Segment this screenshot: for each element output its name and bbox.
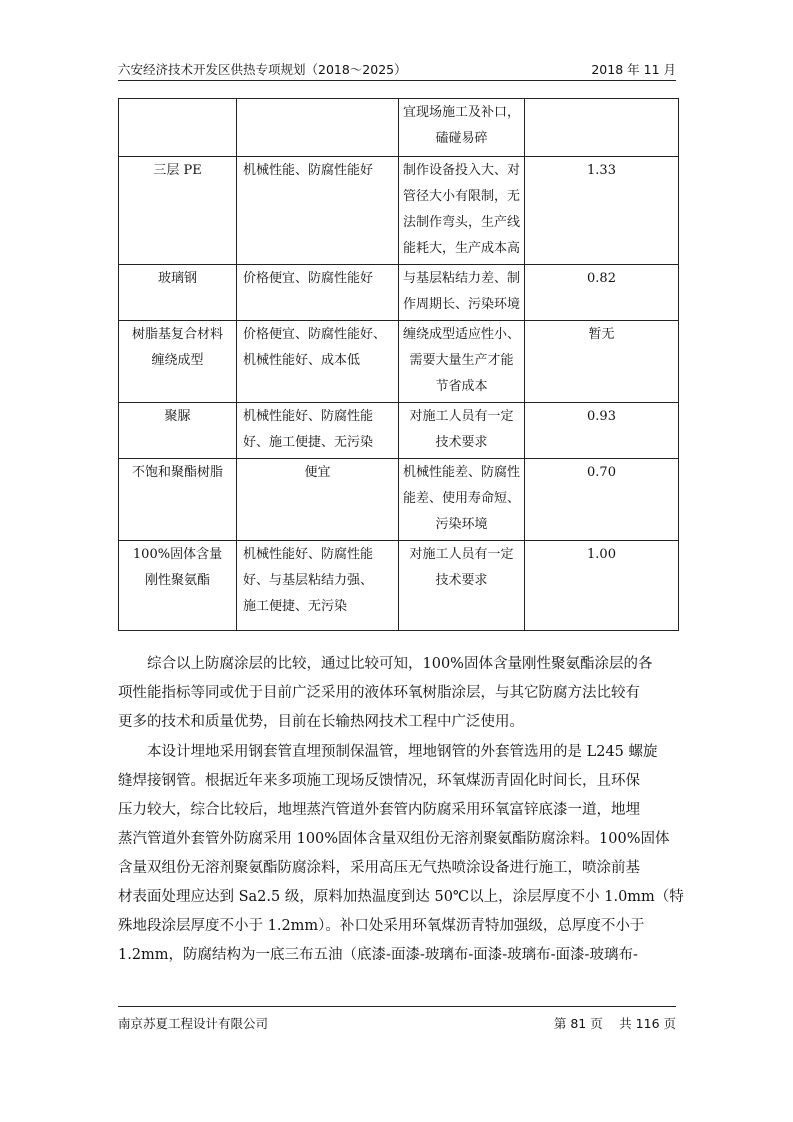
cell-text: 刚性聚氨酯: [144, 573, 210, 588]
cell-text: 好、施工便捷、无污染: [243, 435, 374, 450]
cost-ratio-value: 1.33: [587, 163, 616, 178]
cell-text: 价格便宜、防腐性能好: [243, 271, 374, 286]
header-rule: [118, 80, 676, 81]
cost-ratio-cell: [525, 157, 679, 265]
coating-name-cell: [119, 403, 237, 459]
disadvantages-cell: [399, 99, 525, 157]
cell-text: 缠绕成型适应性小、: [402, 327, 520, 342]
cell-text: 能耗大，生产成本高: [402, 241, 520, 256]
cell-text: 玻璃钢: [157, 271, 197, 286]
text-line: 本设计埋地采用钢套管直埋预制保温管，埋地钢管的外套管选用的是 L245 螺旋: [118, 744, 658, 760]
cell-text: 好、与基层粘结力强、: [243, 573, 374, 588]
cell-text: 宜现场施工及补口，: [402, 105, 520, 120]
table-row: [119, 541, 679, 631]
cell-text: 技术要求: [435, 435, 488, 450]
advantages-cell: [237, 403, 399, 459]
table-row: [119, 99, 679, 157]
document-date: 2018 年 11 月: [591, 62, 676, 77]
disadvantages-cell: [399, 403, 525, 459]
cell-text: 磕碰易碎: [435, 131, 488, 146]
cell-text: 法制作弯头，生产线: [402, 215, 520, 230]
cell-text: 污染环境: [435, 517, 488, 532]
coating-name-cell: [119, 321, 237, 403]
cell-text: 机械性能好、防腐性能: [243, 409, 374, 424]
cell-text: 缠绕成型: [151, 353, 204, 368]
table-row: [119, 157, 679, 265]
cost-ratio-cell: [525, 541, 679, 631]
cell-text: 机械性能差、防腐性: [402, 465, 520, 480]
paragraph-comparison-summary: [118, 650, 678, 737]
cell-text: 三层 PE: [153, 163, 202, 178]
advantages-cell: [237, 265, 399, 321]
disadvantages-cell: [399, 265, 525, 321]
cell-text: 需要大量生产才能: [409, 353, 514, 368]
cell-text: 能差、使用寿命短、: [402, 491, 520, 506]
advantages-cell: [237, 321, 399, 403]
cell-text: 与基层粘结力差、制: [402, 271, 520, 286]
document-title: 六安经济技术开发区供热专项规划（2018～2025）: [118, 62, 407, 77]
footer-rule: [118, 1006, 676, 1007]
text-line: 含量双组份无溶剂聚氨酯防腐涂料，采用高压无气热喷涂设备进行施工，喷涂前基: [118, 860, 640, 876]
cell-text: 机械性能、防腐性能好: [243, 163, 374, 178]
cost-ratio-value: 0.82: [587, 271, 616, 286]
cell-text: 对施工人员有一定: [409, 409, 514, 424]
advantages-cell: [237, 459, 399, 541]
text-line: 殊地段涂层厚度不小于 1.2mm）。补口处采用环氧煤沥青特加强级，总厚度不小于: [118, 918, 645, 934]
cell-text: 树脂基复合材料: [131, 327, 223, 342]
text-line: 压力较大，综合比较后，地埋蒸汽管道外套管内防腐采用环氧富锌底漆一道，地埋: [118, 802, 640, 818]
cell-text: 施工便捷、无污染: [243, 599, 348, 614]
paragraph-design-description: [118, 738, 684, 970]
cell-text: 节省成本: [435, 379, 488, 394]
cost-ratio-value: 1.00: [587, 547, 616, 562]
cell-text: 价格便宜、防腐性能好、: [243, 327, 387, 342]
table-row: [119, 265, 679, 321]
cell-text: 机械性能好、成本低: [243, 353, 361, 368]
disadvantages-cell: [399, 541, 525, 631]
coating-name-cell: [119, 157, 237, 265]
text-line: 材表面处理应达到 Sa2.5 级，原料加热温度到达 50℃以上，涂层厚度不小 1.0mm（特: [118, 889, 684, 905]
table-row: [119, 459, 679, 541]
cell-text: 作周期长、污染环境: [402, 297, 520, 312]
page-footer: [118, 1014, 676, 1030]
cost-ratio-cell: [525, 459, 679, 541]
advantages-cell: [237, 99, 399, 157]
advantages-cell: [237, 157, 399, 265]
table-row: [119, 403, 679, 459]
coating-comparison-table: [118, 98, 679, 631]
coating-name-cell: [119, 265, 237, 321]
coating-name-cell: [119, 541, 237, 631]
cell-text: 聚脲: [164, 409, 191, 424]
text-line: 蒸汽管道外套管外防腐采用 100%固体含量双组份无溶剂聚氨酯防腐涂料。100%固体: [118, 831, 670, 847]
disadvantages-cell: [399, 321, 525, 403]
cell-text: 便宜: [304, 465, 331, 480]
cell-text: 技术要求: [435, 573, 488, 588]
text-line: 更多的技术和质量优势，目前在长输热网技术工程中广泛使用。: [118, 714, 524, 730]
company-name: 南京苏夏工程设计有限公司: [118, 1016, 269, 1031]
cost-ratio-value: 0.70: [587, 465, 616, 480]
disadvantages-cell: [399, 459, 525, 541]
cost-ratio-cell: [525, 265, 679, 321]
cell-text: 对施工人员有一定: [409, 547, 514, 562]
cell-text: 机械性能好、防腐性能: [243, 547, 374, 562]
table-row: [119, 321, 679, 403]
text-line: 项性能指标等同或优于目前广泛采用的液体环氧树脂涂层，与其它防腐方法比较有: [118, 685, 640, 701]
coating-name-cell: [119, 99, 237, 157]
text-line: 1.2mm，防腐结构为一底三布五油（底漆-面漆-玻璃布-面漆-玻璃布-面漆-玻璃布-: [118, 947, 638, 963]
cost-ratio-cell: [525, 99, 679, 157]
page-number: 第 81 页 共 116 页: [553, 1016, 676, 1031]
coating-name-cell: [119, 459, 237, 541]
page-header: [118, 60, 676, 76]
disadvantages-cell: [399, 157, 525, 265]
cell-text: 100%固体含量: [132, 547, 223, 562]
cost-ratio-cell: [525, 321, 679, 403]
text-line: 缝焊接钢管。根据近年来多项施工现场反馈情况，环氧煤沥青固化时间长，且环保: [118, 773, 640, 789]
cost-ratio-value: 0.93: [587, 409, 616, 424]
advantages-cell: [237, 541, 399, 631]
cell-text: 管径大小有限制，无: [402, 189, 520, 204]
cost-ratio-value: 暂无: [588, 327, 615, 342]
text-line: 综合以上防腐涂层的比较，通过比较可知，100%固体含量刚性聚氨酯涂层的各: [118, 656, 653, 672]
cell-text: 制作设备投入大、对: [402, 163, 520, 178]
cost-ratio-cell: [525, 403, 679, 459]
cell-text: 不饱和聚酯树脂: [131, 465, 223, 480]
